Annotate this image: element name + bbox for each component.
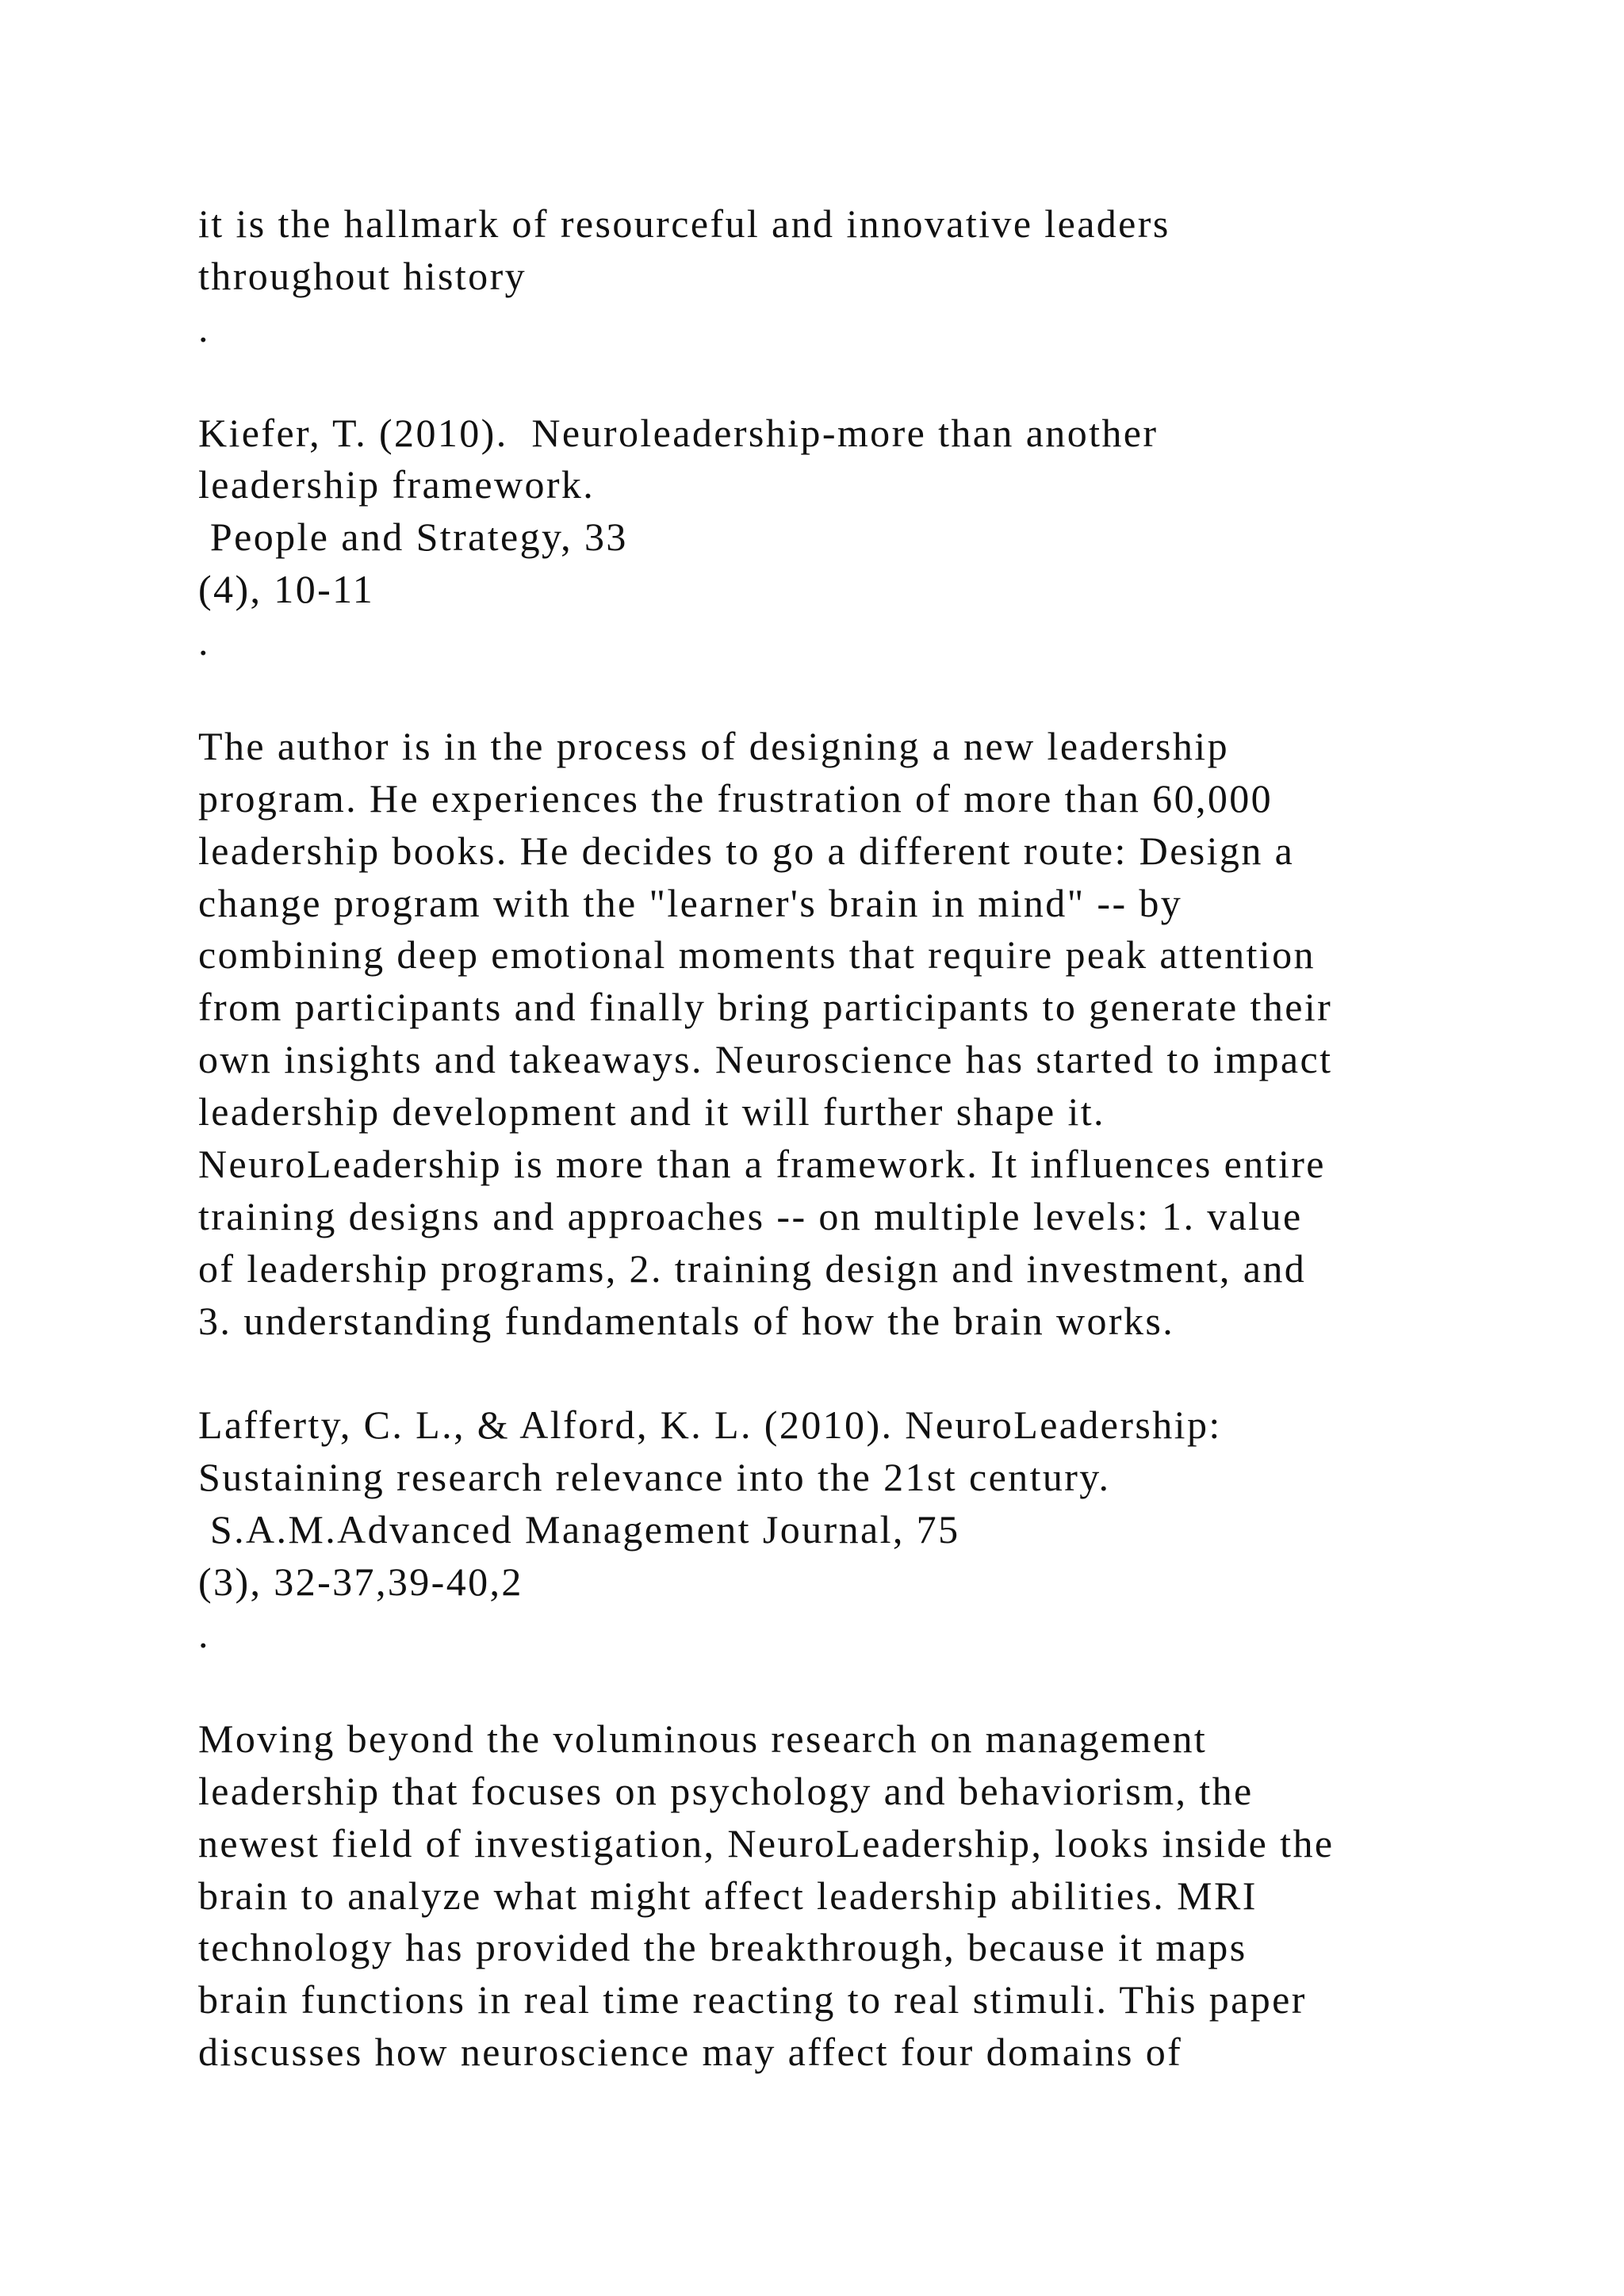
citation-line: . [198, 619, 210, 664]
text-line: throughout history [198, 253, 527, 298]
text-line: leadership books. He decides to go a different route: Design a [198, 828, 1295, 873]
blank-line [198, 355, 1546, 408]
citation-line: leadership framework. [198, 462, 596, 507]
text-line: program. He experiences the frustration of more than 60,000 [198, 775, 1274, 821]
blank-line [198, 668, 1546, 721]
text-line: combining deep emotional moments that require peak attention [198, 932, 1316, 978]
text-line: Moving beyond the voluminous research on management [198, 1716, 1208, 1761]
text-line: discusses how neuroscience may affect four domains of [198, 2030, 1183, 2075]
text-line: change program with the "learner's brain in mind" -- by [198, 880, 1183, 925]
text-line: 3. understanding fundamentals of how the brain works. [198, 1298, 1175, 1343]
citation-line: S.A.M.Advanced Management Journal, 75 [198, 1507, 960, 1552]
citation-line: (4), 10-11 [198, 567, 375, 612]
citation-line: People and Strategy, 33 [198, 515, 628, 560]
blank-line [198, 1348, 1546, 1400]
citation-line: Lafferty, C. L., & Alford, K. L. (2010). NeuroLeadership: [198, 1402, 1222, 1448]
text-line: The author is in the process of designing a new leadership [198, 723, 1229, 768]
text-line: technology has provided the breakthrough, because it maps [198, 1925, 1247, 1970]
text-line: own insights and takeaways. Neuroscience has started to impact [198, 1037, 1333, 1082]
text-line: newest field of investigation, NeuroLeadership, looks inside the [198, 1820, 1335, 1866]
citation-line: (3), 32-37,39-40,2 [198, 1559, 523, 1605]
text-line: . [198, 305, 210, 350]
text-line: leadership that focuses on psychology and behaviorism, the [198, 1768, 1254, 1813]
text-line: from participants and finally bring participants to generate their [198, 985, 1333, 1030]
text-line: it is the hallmark of resourceful and innovative leaders [198, 201, 1170, 246]
citation-line: Sustaining research relevance into the 21st century. [198, 1455, 1111, 1500]
text-line: leadership development and it will further shape it. [198, 1089, 1105, 1135]
text-line: brain to analyze what might affect leadership abilities. MRI [198, 1873, 1258, 1918]
blank-line [198, 1661, 1546, 1713]
citation-line: Kiefer, T. (2010). Neuroleadership-more than another [198, 410, 1159, 455]
text-line: brain functions in real time reacting to real stimuli. This paper [198, 1977, 1307, 2022]
document-body [198, 198, 1546, 2079]
text-line: of leadership programs, 2. training design and investment, and [198, 1246, 1307, 1291]
citation-line: . [198, 1612, 210, 1657]
text-line: training designs and approaches -- on multiple levels: 1. value [198, 1193, 1303, 1238]
text-line: NeuroLeadership is more than a framework. It influences entire [198, 1142, 1326, 1187]
